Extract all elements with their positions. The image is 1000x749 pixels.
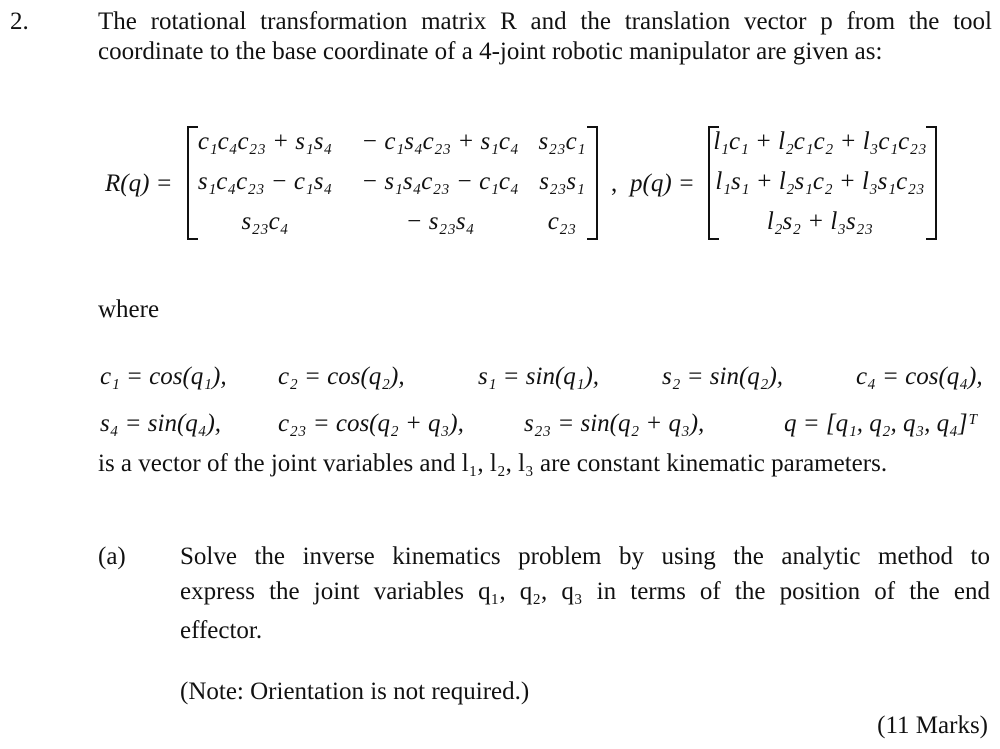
equation-separator: , [611, 170, 618, 197]
where-label: where [98, 296, 160, 323]
part-a-label: (a) [98, 543, 126, 570]
p-label: p(q) = [630, 170, 695, 197]
r-cell-2-3: s₂₃s₁ [539, 168, 585, 195]
r-left-bracket [187, 126, 198, 240]
r-cell-1-3: s₂₃c₁ [538, 128, 586, 155]
intro-line-2: coordinate to the base coordinate of a 4-joint robotic manipulator are given as: [98, 38, 883, 65]
part-a-line-3: effector. [180, 617, 263, 644]
r-cell-2-2: − s₁s₄c₂₃ − c₁c₄ [361, 168, 519, 195]
definitions-closing: is a vector of the joint variables and l₁, l₂, l₃ are constant kinematic parameters. [98, 450, 888, 477]
def-c2: c₂ = cos(q₂), [278, 363, 405, 390]
part-a-line-2: express the joint variables q₁, q₂, q₃ in terms of the position of the end [180, 578, 990, 605]
part-a-marks: (11 Marks) [877, 712, 988, 739]
def-c23: c₂₃ = cos(q₂ + q₃), [278, 410, 464, 437]
intro-line-1: The rotational transformation matrix R and the translation vector p from the tool [98, 8, 992, 35]
part-a-line-1: Solve the inverse kinematics problem by using the analytic method to [180, 543, 990, 570]
r-cell-1-2: − c₁s₄c₂₃ + s₁c₄ [361, 128, 519, 155]
def-c4: c₄ = cos(q₄), [856, 363, 983, 390]
r-right-bracket [587, 126, 598, 240]
def-s2: s₂ = sin(q₂), [662, 363, 784, 390]
def-s4: s₄ = sin(q₄), [100, 410, 222, 437]
def-c1: c₁ = cos(q₁), [100, 363, 227, 390]
def-s1: s₁ = sin(q₁), [478, 363, 600, 390]
def-s23: s₂₃ = sin(q₂ + q₃), [524, 410, 705, 437]
r-cell-3-3: c₂₃ [547, 208, 577, 235]
p-cell-1: l₁c₁ + l₂c₁c₂ + l₃c₁c₂₃ [713, 128, 927, 155]
r-cell-3-2: − s₂₃s₄ [405, 208, 475, 235]
question-number: 2. [10, 8, 29, 35]
r-cell-3-1: s₂₃c₄ [241, 208, 289, 235]
part-a-note: (Note: Orientation is not required.) [180, 678, 530, 705]
p-cell-3: l₂s₂ + l₃s₂₃ [766, 208, 874, 235]
p-right-bracket [926, 126, 937, 240]
r-cell-2-1: s₁c₄c₂₃ − c₁s₄ [197, 168, 333, 195]
r-label: R(q) = [105, 170, 173, 197]
def-q-vector: q = [q₁, q₂, q₃, q₄]ᵀ [784, 410, 978, 437]
p-cell-2: l₁s₁ + l₂s₁c₂ + l₃s₁c₂₃ [715, 168, 925, 195]
r-cell-1-1: c₁c₄c₂₃ + s₁s₄ [197, 128, 333, 155]
